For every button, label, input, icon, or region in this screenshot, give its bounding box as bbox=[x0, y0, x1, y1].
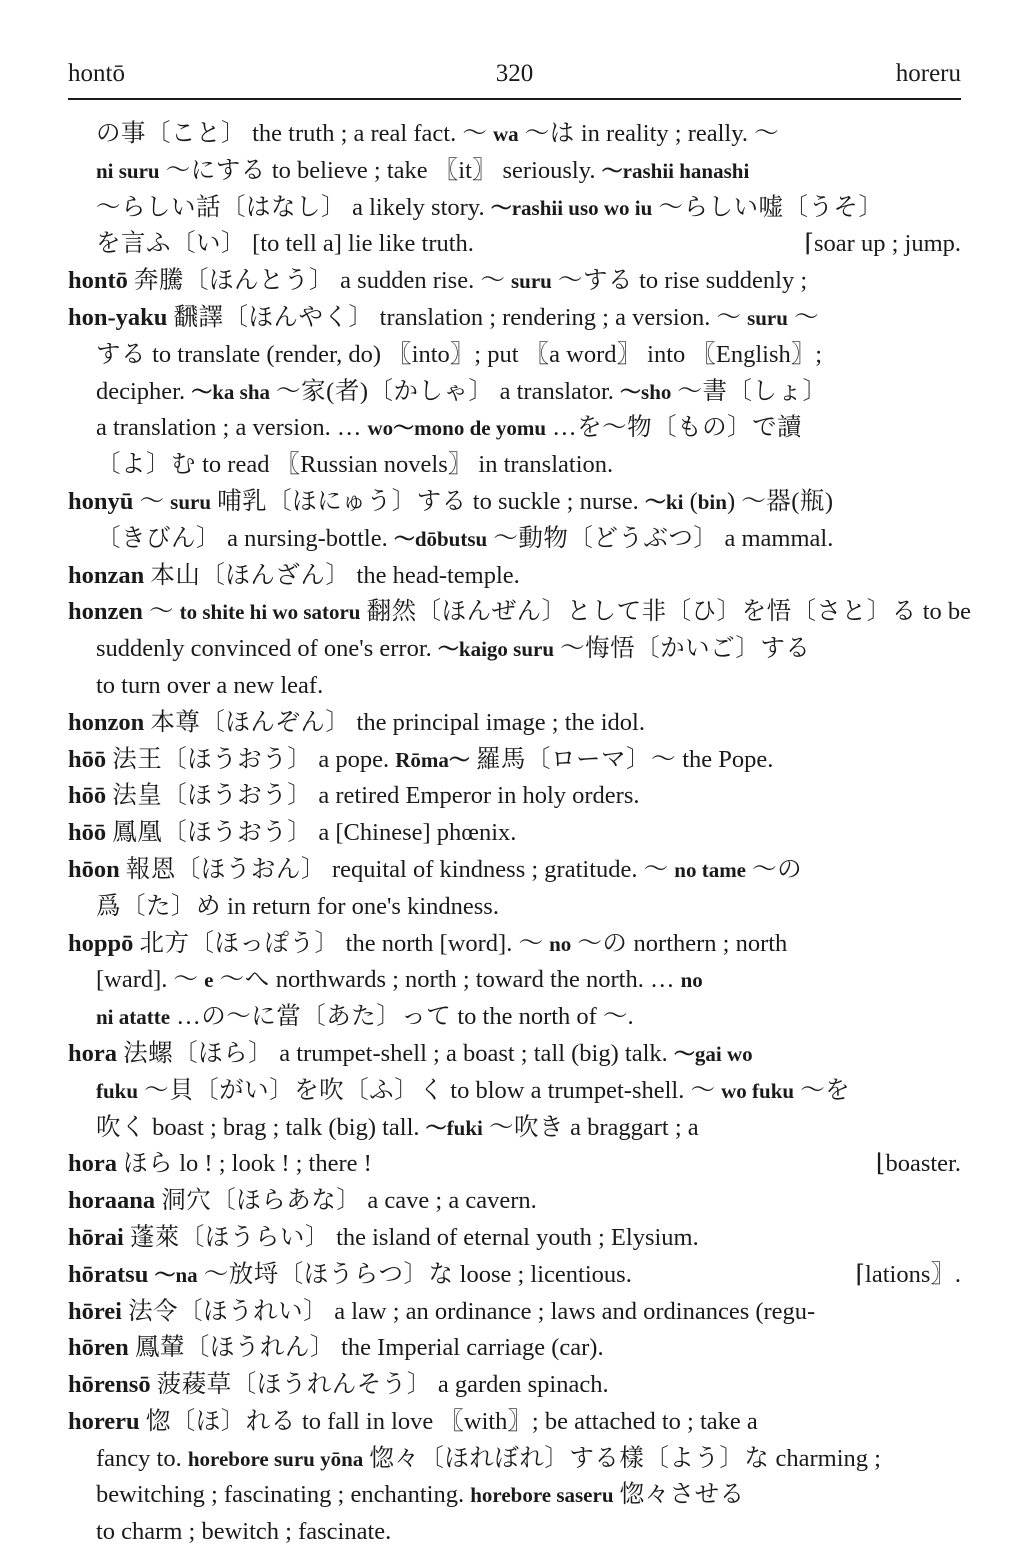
definition-text: the head-temple. bbox=[350, 561, 520, 589]
entry-line bbox=[68, 1367, 961, 1404]
entry-line bbox=[68, 926, 961, 963]
romanized-phrase: suru bbox=[170, 489, 211, 514]
japanese-text: ～放埒〔ほうらつ〕な bbox=[203, 1260, 454, 1288]
romanized-phrase: no tame bbox=[674, 857, 747, 882]
japanese-text: ～器(瓶) bbox=[741, 487, 834, 515]
definition-text: a translation ; a version. … bbox=[96, 414, 368, 442]
japanese-text: 爲〔た〕め bbox=[96, 892, 221, 920]
definition-text: [ward]. ～ bbox=[96, 966, 205, 994]
definition-text: a law ; an ordinance ; laws and ordinances (regu- bbox=[328, 1297, 816, 1325]
japanese-text: 惚々させる bbox=[619, 1481, 745, 1509]
definition-text: to read 〖Russian novels〗 in translation. bbox=[196, 451, 614, 479]
definition-text: loose ; licentious. bbox=[453, 1260, 632, 1288]
entry-line bbox=[68, 1257, 961, 1294]
definition-text: decipher. bbox=[96, 377, 192, 405]
entry-continuation-line bbox=[68, 999, 961, 1036]
definition-text: ～ bbox=[133, 487, 171, 515]
headword: hōrai bbox=[68, 1223, 124, 1251]
japanese-text: 洞穴〔ほらあな〕 bbox=[161, 1187, 362, 1215]
definition-text: a mammal. bbox=[718, 524, 834, 552]
romanized-phrase: ～gai wo bbox=[673, 1041, 753, 1066]
japanese-text: ～らしい話〔はなし〕 bbox=[96, 193, 346, 221]
definition-text: to translate (render, do) 〖into〗; put 〖a word〗 into 〖English〗; bbox=[146, 340, 823, 368]
entry-line bbox=[68, 594, 972, 631]
japanese-text: ～吹き bbox=[488, 1113, 564, 1141]
japanese-text: の事〔こと〕 bbox=[96, 120, 246, 147]
romanized-phrase: ～ka sha bbox=[191, 379, 271, 404]
entry-continuation-line bbox=[68, 337, 961, 374]
romanized-phrase: ～ki bbox=[644, 489, 684, 514]
definition-text: lo ! ; look ! ; there ! bbox=[173, 1150, 372, 1178]
headword: hon-yaku bbox=[68, 303, 168, 331]
definition-text: to rise suddenly ; bbox=[632, 267, 808, 295]
entry-line bbox=[68, 815, 961, 852]
headword: horeru bbox=[68, 1407, 140, 1435]
headword: hōren bbox=[68, 1334, 129, 1362]
romanized-phrase: ～na bbox=[154, 1262, 198, 1287]
romanized-phrase: suru bbox=[510, 269, 552, 294]
definition-text: to suckle ; nurse. bbox=[466, 487, 645, 515]
japanese-text: 法令〔ほうれい〕 bbox=[128, 1297, 329, 1325]
japanese-text: 本山〔ほんざん〕 bbox=[150, 561, 351, 589]
japanese-text: 本尊〔ほんぞん〕 bbox=[150, 708, 351, 736]
entry-line bbox=[68, 1146, 961, 1183]
headword: hōrei bbox=[68, 1297, 122, 1325]
definition-text: ～ bbox=[142, 598, 180, 626]
japanese-text: 翻然〔ほんぜん〕として非〔ひ〕を悟〔さと〕る bbox=[366, 598, 917, 626]
japanese-text: ～へ bbox=[219, 966, 270, 994]
japanese-text: 法皇〔ほうおう〕 bbox=[112, 782, 313, 810]
japanese-text: 奔騰〔ほんとう〕 bbox=[134, 267, 335, 295]
headword: hora bbox=[68, 1039, 117, 1067]
definition-text: fancy to. bbox=[96, 1444, 188, 1472]
entry-line bbox=[68, 1330, 961, 1367]
header-rule bbox=[68, 98, 961, 100]
definition-text: the north [word]. ～ bbox=[339, 929, 550, 957]
entry-line bbox=[68, 1294, 961, 1331]
entry-line bbox=[68, 558, 961, 595]
romanized-phrase: Rōma～ bbox=[395, 747, 470, 772]
running-header bbox=[68, 58, 961, 94]
entry-continuation-line bbox=[68, 410, 961, 447]
entry-continuation-line bbox=[68, 1110, 961, 1147]
definition-text: boast ; brag ; talk (big) tall. bbox=[146, 1113, 426, 1141]
definition-text: a garden spinach. bbox=[431, 1371, 609, 1399]
japanese-text: 哺乳〔ほにゅう〕する bbox=[217, 487, 467, 515]
japanese-text: ～は bbox=[524, 120, 575, 147]
definition-text: in return for one's kindness. bbox=[221, 892, 499, 920]
definition-text: to believe ; take 〖it〗 seriously. bbox=[265, 156, 602, 184]
entry-line bbox=[68, 1183, 961, 1220]
romanized-phrase: suru bbox=[747, 305, 788, 330]
japanese-text: ～を bbox=[800, 1076, 851, 1104]
japanese-text: する bbox=[96, 340, 146, 368]
definition-text: a pope. bbox=[312, 745, 396, 773]
definition-text: ～ bbox=[787, 303, 819, 331]
entry-continuation-line bbox=[68, 1477, 961, 1514]
headword: hōon bbox=[68, 855, 120, 883]
headword: hoppō bbox=[68, 929, 134, 957]
japanese-text: 菠薐草〔ほうれんそう〕 bbox=[156, 1371, 432, 1399]
japanese-text: 羅馬〔ローマ〕～ bbox=[476, 745, 677, 773]
headword: hora bbox=[68, 1150, 117, 1178]
japanese-text: 〔きびん〕 bbox=[96, 524, 221, 552]
entry-line bbox=[68, 705, 961, 742]
japanese-text: 蓬萊〔ほうらい〕 bbox=[129, 1223, 330, 1251]
romanized-phrase: bin bbox=[697, 489, 727, 514]
headword: hōratsu bbox=[68, 1260, 149, 1288]
definition-text: a trumpet-shell ; a boast ; tall (big) talk. bbox=[273, 1039, 674, 1067]
entry-continuation-line bbox=[68, 153, 961, 190]
entry-line bbox=[68, 1220, 961, 1257]
definition-text: in reality ; really. ～ bbox=[574, 120, 779, 147]
definition-text: a nursing-bottle. bbox=[221, 524, 394, 552]
entry-continuation-line bbox=[68, 1073, 961, 1110]
japanese-text: 法螺〔ほら〕 bbox=[123, 1039, 274, 1067]
japanese-text: 報恩〔ほうおん〕 bbox=[125, 855, 326, 883]
japanese-text: ～悔悟〔かいご〕する bbox=[560, 635, 811, 663]
entry-continuation-line bbox=[68, 521, 961, 558]
entry-line bbox=[68, 1404, 961, 1441]
entry-continuation-line bbox=[68, 116, 961, 153]
runover-text: ⌈soar up ; jump. bbox=[804, 230, 961, 258]
japanese-text: ～の bbox=[752, 855, 803, 883]
headword: hōō bbox=[68, 782, 107, 810]
japanese-text: 吹く bbox=[96, 1113, 146, 1141]
entry-continuation-line bbox=[68, 631, 961, 668]
entry-line bbox=[68, 742, 961, 779]
romanized-phrase: ～fuki bbox=[425, 1115, 483, 1140]
japanese-text: 飜譯〔ほんやく〕 bbox=[173, 303, 374, 331]
romanized-phrase: wa bbox=[492, 122, 519, 146]
entry-continuation-line bbox=[68, 962, 961, 999]
entry-line bbox=[68, 484, 961, 521]
japanese-text: 〔よ〕む bbox=[96, 451, 196, 479]
definition-text: the truth ; a real fact. ～ bbox=[246, 120, 493, 147]
romanized-phrase: wo～mono de yomu bbox=[367, 416, 546, 441]
definition-text: suddenly convinced of one's error. bbox=[96, 635, 438, 663]
romanized-phrase: ～dōbutsu bbox=[393, 526, 488, 551]
definition-text: a likely story. bbox=[346, 193, 491, 221]
entry-continuation-line bbox=[68, 447, 961, 484]
definition-text: to the north of ～. bbox=[451, 1003, 634, 1031]
japanese-text: ～家(者)〔かしゃ〕 bbox=[276, 377, 494, 405]
japanese-text: 惚〔ほ〕れる bbox=[145, 1407, 296, 1435]
definition-text: a sudden rise. ～ bbox=[334, 267, 511, 295]
entry-line bbox=[68, 300, 961, 337]
romanized-phrase: wo fuku bbox=[721, 1078, 795, 1103]
headword: hōrensō bbox=[68, 1371, 151, 1399]
romanized-phrase: to shite hi wo satoru bbox=[179, 600, 361, 625]
japanese-text: ～貝〔がい〕を吹〔ふ〕く bbox=[144, 1076, 445, 1104]
romanized-phrase: ～rashii hanashi bbox=[601, 158, 750, 183]
japanese-text: ～動物〔どうぶつ〕 bbox=[493, 524, 719, 552]
entry-line bbox=[68, 1036, 961, 1073]
entry-continuation-line bbox=[68, 1514, 961, 1551]
definition-text: to charm ; bewitch ; fascinate. bbox=[96, 1518, 392, 1546]
romanized-phrase: ～rashii uso wo iu bbox=[490, 195, 653, 220]
header-first-entry: hontō bbox=[68, 60, 125, 87]
japanese-text: 法王〔ほうおう〕 bbox=[112, 745, 313, 773]
romanized-phrase: ni atatte bbox=[96, 1005, 171, 1030]
definition-text: charming ; bbox=[769, 1444, 881, 1472]
japanese-text: ～する bbox=[557, 267, 633, 295]
headword: honzon bbox=[68, 708, 145, 736]
definition-text: [to tell a] lie like truth. bbox=[246, 230, 474, 258]
entry-line bbox=[68, 778, 961, 815]
entry-continuation-line bbox=[68, 226, 961, 263]
definition-text: bewitching ; fascinating ; enchanting. bbox=[96, 1481, 471, 1509]
definition-text: a braggart ; a bbox=[563, 1113, 699, 1141]
definition-text: a cave ; a cavern. bbox=[361, 1187, 537, 1215]
definition-text: the island of eternal youth ; Elysium. bbox=[329, 1223, 699, 1251]
definition-text: to fall in love 〖with〗; be attached to ; take a bbox=[295, 1407, 758, 1435]
headword: honyū bbox=[68, 487, 134, 515]
definition-text: a [Chinese] phœnix. bbox=[312, 819, 517, 847]
headword: hontō bbox=[68, 267, 128, 295]
romanized-phrase: no bbox=[549, 931, 572, 956]
romanized-phrase: e bbox=[204, 968, 214, 993]
entry-line bbox=[68, 852, 961, 889]
entry-continuation-line bbox=[68, 1441, 961, 1478]
japanese-text: ～らしい嘘〔うそ〕 bbox=[658, 193, 884, 221]
definition-text: a retired Emperor in holy orders. bbox=[312, 782, 640, 810]
header-last-entry: horeru bbox=[895, 60, 961, 87]
entry-continuation-line bbox=[68, 668, 961, 705]
headword: hōō bbox=[68, 745, 107, 773]
headword: hōō bbox=[68, 819, 107, 847]
romanized-phrase: ～sho bbox=[620, 379, 672, 404]
japanese-text: ～の bbox=[577, 929, 628, 957]
definition-text: northwards ; north ; toward the north. … bbox=[269, 966, 681, 994]
definition-text: requital of kindness ; gratitude. ～ bbox=[325, 855, 675, 883]
headword: horaana bbox=[68, 1187, 156, 1215]
definition-text: the Imperial carriage (car). bbox=[334, 1334, 604, 1362]
japanese-text: …の～に當〔あた〕って bbox=[176, 1003, 452, 1031]
headword: honzen bbox=[68, 598, 143, 626]
romanized-phrase: horebore suru yōna bbox=[187, 1446, 364, 1471]
romanized-phrase: no bbox=[680, 968, 703, 993]
definition-text: ( bbox=[683, 487, 698, 515]
definition-text: to turn over a new leaf. bbox=[96, 671, 324, 699]
definition-text: ) bbox=[726, 487, 742, 515]
entry-continuation-line bbox=[68, 889, 961, 926]
runover-text: ⌊boaster. bbox=[875, 1150, 961, 1178]
romanized-phrase: fuku bbox=[96, 1078, 139, 1103]
definition-text: a translator. bbox=[493, 377, 621, 405]
definition-text: to be bbox=[916, 598, 972, 626]
entry-line bbox=[68, 263, 961, 300]
entry-continuation-line bbox=[68, 374, 961, 411]
japanese-text: 鳳凰〔ほうおう〕 bbox=[112, 819, 313, 847]
headword: honzan bbox=[68, 561, 145, 589]
japanese-text: を言ふ〔い〕 bbox=[96, 230, 246, 258]
dictionary-entries bbox=[68, 116, 972, 1551]
entry-continuation-line bbox=[68, 190, 961, 227]
romanized-phrase: ～kaigo suru bbox=[437, 637, 555, 662]
japanese-text: 鳳輦〔ほうれん〕 bbox=[134, 1334, 335, 1362]
page-number: 320 bbox=[495, 60, 534, 87]
definition-text: to blow a trumpet-shell. ～ bbox=[444, 1076, 722, 1104]
japanese-text: 北方〔ほっぽう〕 bbox=[139, 929, 340, 957]
japanese-text: ～にする bbox=[165, 156, 266, 184]
japanese-text: ほら bbox=[123, 1150, 174, 1178]
definition-text: the Pope. bbox=[676, 745, 774, 773]
japanese-text: 惚々〔ほれぼれ〕する樣〔よう〕な bbox=[369, 1444, 770, 1472]
runover-text: ⌈lations〗. bbox=[855, 1260, 961, 1288]
japanese-text: ～書〔しょ〕 bbox=[677, 377, 828, 405]
romanized-phrase: horebore saseru bbox=[470, 1483, 614, 1508]
definition-text: translation ; rendering ; a version. ～ bbox=[373, 303, 748, 331]
japanese-text: …を～物〔もの〕で讀 bbox=[552, 414, 803, 442]
romanized-phrase: ni suru bbox=[96, 158, 160, 183]
definition-text: the principal image ; the idol. bbox=[350, 708, 645, 736]
definition-text: northern ; north bbox=[627, 929, 788, 957]
